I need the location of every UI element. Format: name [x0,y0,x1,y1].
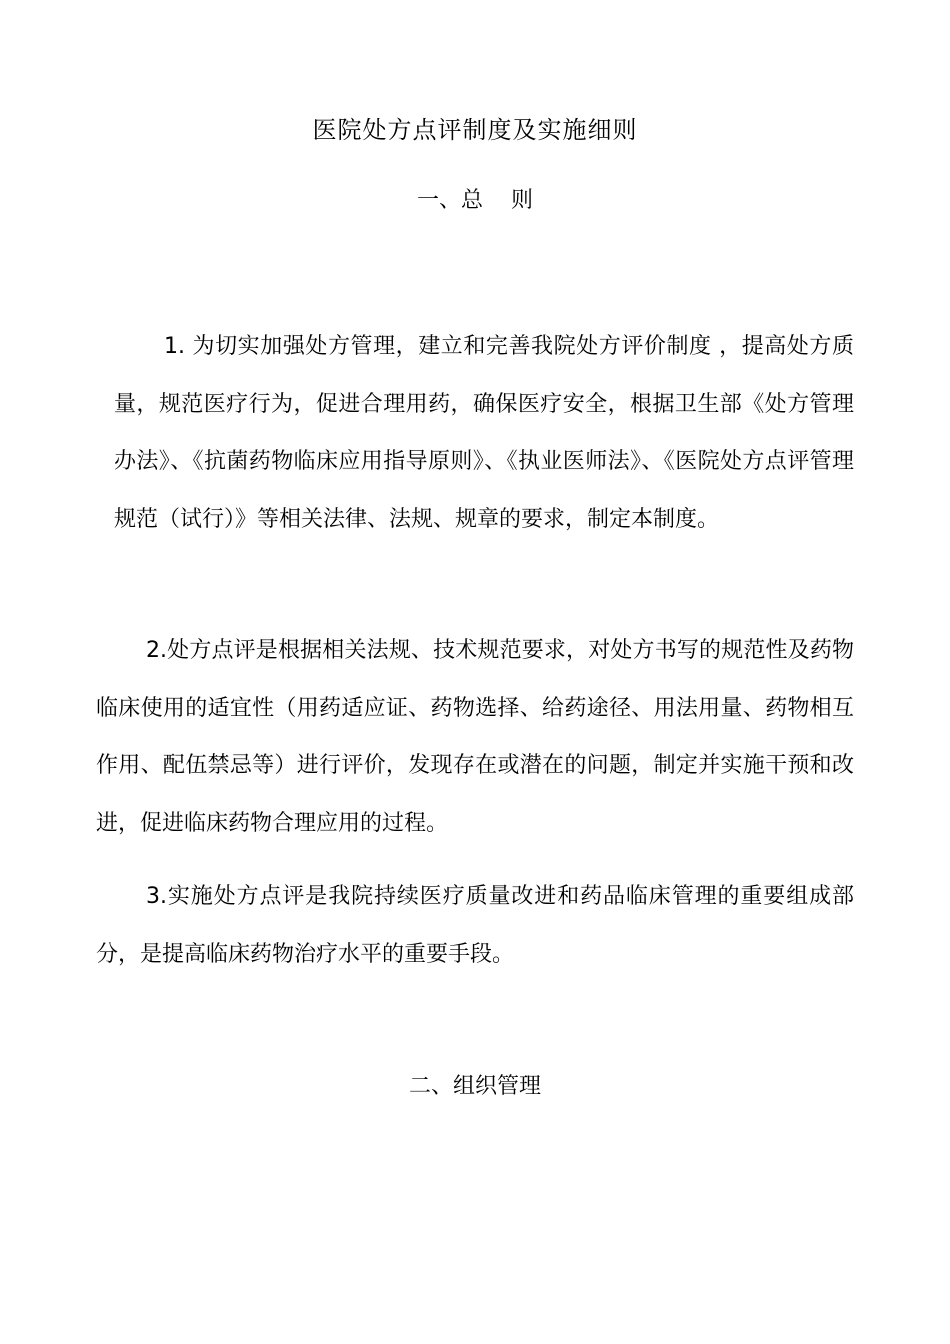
section-heading-general: 一、总 则 [417,188,533,213]
paragraph-2: 2.处方点评是根据相关法规、技术规范要求，对处方书写的规范性及药物临床使用的适宜性（用药适应证、药物选择、给药途径、用法用量、药物相互作用、配伍禁忌等）进行评价，发现存在或潜在的问题，制定并实施干预和改进，促进临床药物合理应用的过程。 [96,638,854,836]
section-heading-organization: 二、组织管理 [408,1074,541,1099]
paragraph-3: 3.实施处方点评是我院持续医疗质量改进和药品临床管理的重要组成部分，是提高临床药物治疗水平的重要手段。 [96,884,854,967]
paragraph-1: 1. 为切实加强处方管理，建立和完善我院处方评价制度 ，提高处方质量，规范医疗行为，促进合理用药，确保医疗安全，根据卫生部《处方管理办法》、《抗菌药物临床应用指导原则》、《执业医师法》、《医院处方点评管理规范（试行）》等相关法律、法规、规章的要求，制定本制度。 [114,334,854,532]
document-title: 医院处方点评制度及实施细则 [312,116,638,144]
